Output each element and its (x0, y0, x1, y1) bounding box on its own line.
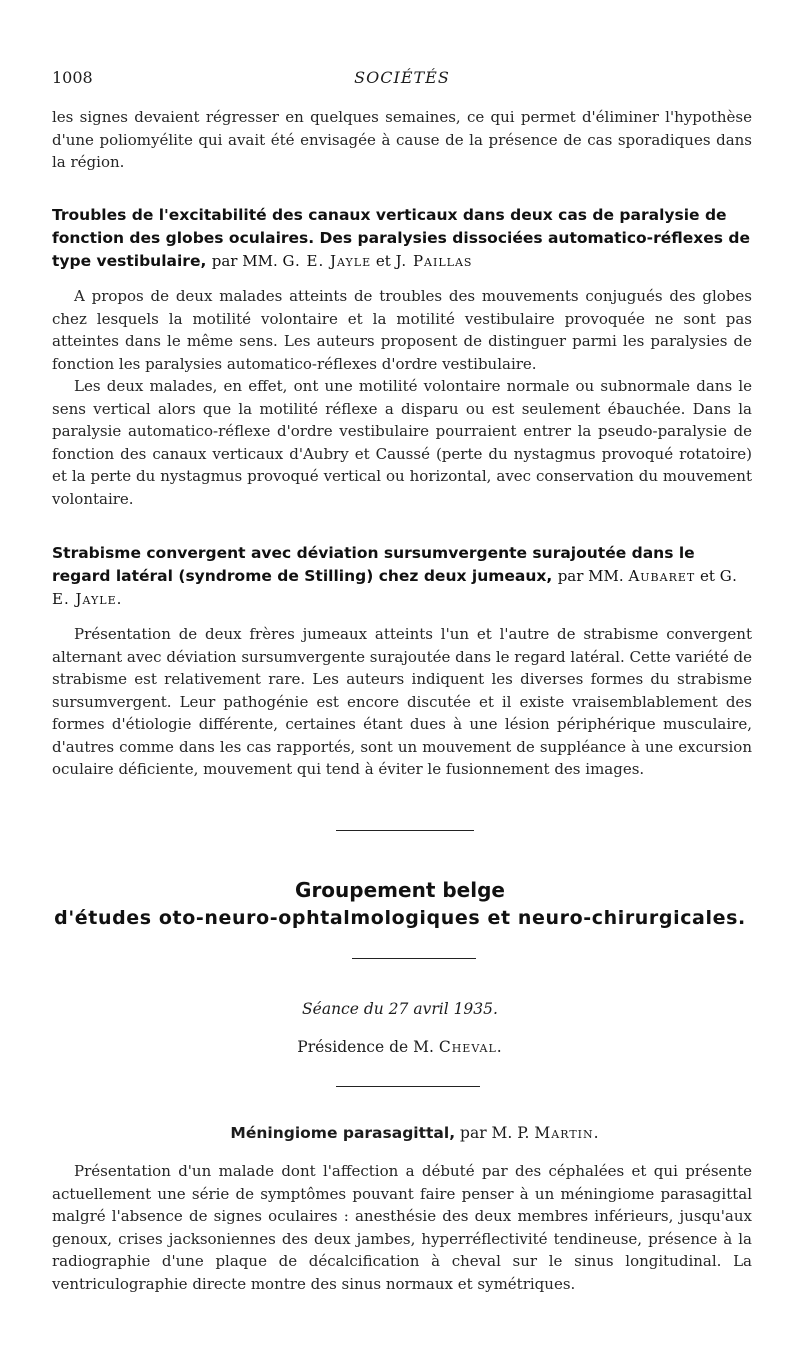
article-byline: par MM. G. E. Jayle et J. Paillas (211, 252, 473, 270)
section-divider (336, 830, 474, 831)
article-strabisme-convergent (52, 542, 752, 781)
author-name: G. E. Jayle. (52, 567, 738, 608)
author-name: Martin. (534, 1124, 600, 1142)
section-heading-line-2: d'études oto-neuro-ophtalmologiques et neuro-chirurgicales. (54, 907, 746, 929)
article-paragraph: Présentation de deux frères jumeaux atteints l'un et l'autre de strabisme convergent alternant avec déviation sursumvergente surajoutée dans le regard latéral. Cette variété de strabisme est relativement rare. Les auteurs indiquent les diverses formes du strabisme sursumvergent. Leur pathogénie est encore discutée et il existe vraisemblablement des formes d'étiologie différente, certaines étant dues à une lésion périphérique musculaire, d'autres comme dans les cas rapportés, sont un mouvement de suppléance à une excursion oculaire déficiente, mouvement qui tend à éviter le fusionnement des images. (52, 625, 752, 778)
article-title-text: Méningiome parasagittal, (230, 1124, 456, 1142)
article-troubles-excitabilite (52, 204, 752, 510)
session-date: Séance du 27 avril 1935. (302, 1000, 498, 1018)
article-paragraph: A propos de deux malades atteints de troubles des mouvements conjugués des globes chez lesquels la motilité volontaire et la motilité vestibulaire provoquée ne sont pas atteintes dans le même sens. Les auteurs proposent de distinguer parmi les paralysies de fonction les paralysies automatico-réflexes d'ordre vestibulaire. (52, 287, 752, 373)
author-name: J. Paillas (395, 252, 473, 270)
section-divider (336, 1086, 480, 1087)
president-name: Cheval. (438, 1038, 503, 1056)
article-meningiome-parasagittal (52, 1160, 752, 1295)
article-byline-prefix: par M. P. (460, 1124, 530, 1142)
presidence-label: Présidence de M. (297, 1038, 434, 1056)
author-name: G. E. Jayle (282, 252, 372, 270)
section-heading-line-1: Groupement belge (295, 878, 505, 902)
section-divider (352, 958, 476, 959)
running-title: SOCIÉTÉS (354, 68, 450, 87)
article-title (52, 542, 752, 611)
article-paragraph: Les deux malades, en effet, ont une motilité volontaire normale ou subnormale dans le sens vertical alors que la motilité réflexe a disparu ou est seulement ébauchée. Dans la paralysie automatico-réflexe d'ordre vestibulaire pourraient entrer la pseudo-paralysie de fonction des canaux verticaux d'Aubry et Caussé (perte du nystagmus provoqué rotatoire) et la perte du nystagmus provoqué vertical ou horizontal, avec conservation du mouvement volontaire. (52, 377, 752, 508)
article-byline: par MM. Aubaret et G. E. Jayle. (52, 567, 738, 608)
article-paragraph: Présentation d'un malade dont l'affection a débuté par des céphalées et qui présente actuellement une série de symptômes pouvant faire penser à un méningiome parasagittal malgré l'absence de signes oculaires : anesthésie des deux membres inférieurs, jusqu'aux genoux, crises jacksoniennes des deux jambes, hyperréflectivité tendineuse, présence à la radiographie d'une plaque de décalcification à cheval sur le sinus longitudinal. La ventriculographie directe montre des sinus normaux et symétriques. (52, 1162, 752, 1293)
presidence-line (0, 1038, 800, 1056)
article-title (0, 1124, 800, 1142)
article-title-text: Strabisme convergent avec déviation sursumvergente surajoutée dans le regard latéral (syndrome de Stilling) chez deux jumeaux, (52, 544, 695, 585)
article-title (52, 204, 752, 273)
article-title-text: Troubles de l'excitabilité des canaux verticaux dans deux cas de paralysie de fonction des globes oculaires. Des paralysies dissociées automatico-réflexes de type vestibulaire, (52, 206, 751, 270)
page-number: 1008 (52, 68, 93, 87)
running-head (52, 68, 752, 92)
author-name: Aubaret (628, 567, 696, 585)
carry-over-paragraph-block (52, 106, 752, 174)
carry-over-paragraph: les signes devaient régresser en quelques semaines, ce qui permet d'éliminer l'hypothèse d'une poliomyélite qui avait été envisagée à cause de la présence de cas sporadiques dans la région. (52, 108, 752, 171)
